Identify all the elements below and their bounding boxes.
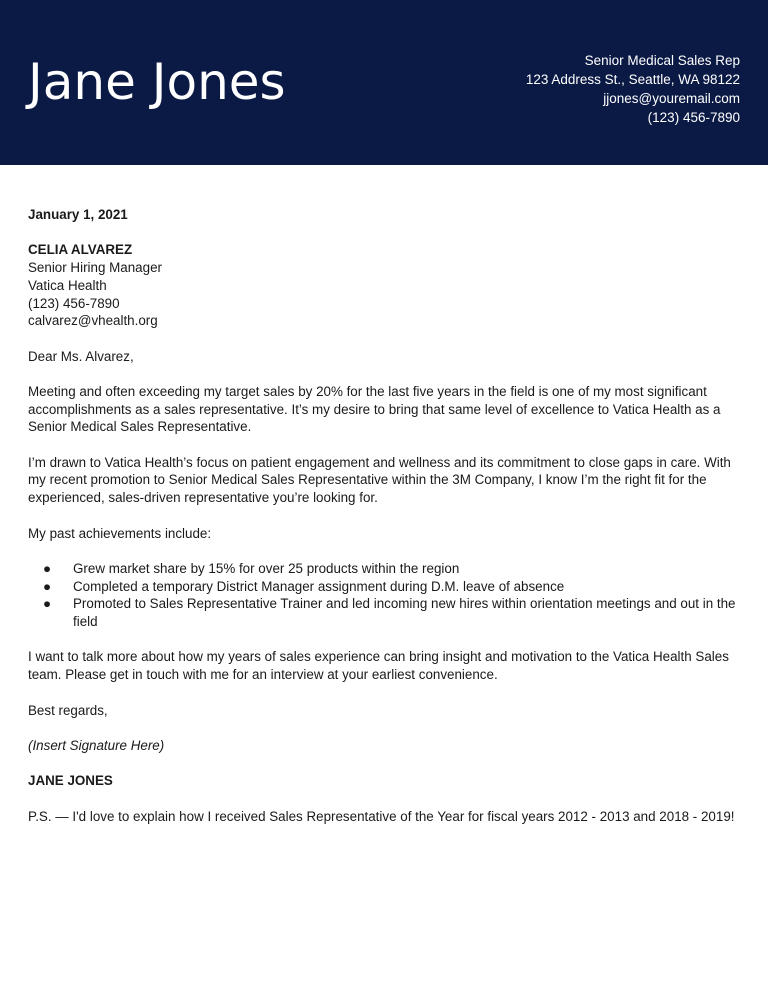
applicant-name: Jane Jones	[28, 53, 286, 111]
paragraph-call-to-action: I want to talk more about how my years of sales experience can bring insight and motivation to the Vatica Health Sales team. Please get in touch with me for an interview at your earliest convenience.	[28, 649, 729, 683]
bullet-icon: ●	[43, 596, 52, 612]
list-item	[28, 560, 744, 578]
paragraph-intro: Meeting and often exceeding my target sales by 20% for the last five years in the field is one of my most significant accomplishments as a sales representative. It’s my desire to bring that same level of excellence to Vatica Health as a Senior Medical Sales Representative.	[28, 383, 721, 435]
postscript: P.S. — I'd love to explain how I received Sales Representative of the Year for fiscal years 2012 - 2013 and 2018 - 2019!	[28, 808, 735, 824]
phone: (123) 456-7890	[647, 110, 740, 125]
recipient-block	[28, 241, 744, 330]
paragraph-motivation: I’m drawn to Vatica Health’s focus on patient engagement and wellness and its commitment to close gaps in care. With my recent promotion to Senior Medical Sales Representative within the 3M Company, I know I’m the right fit for the experienced, sales-driven representative you’re looking for.	[28, 454, 731, 506]
job-title: Senior Medical Sales Rep	[584, 53, 740, 68]
signature-placeholder: (Insert Signature Here)	[28, 737, 165, 753]
list-item	[28, 595, 744, 630]
achievements-intro: My past achievements include:	[28, 525, 212, 541]
achievement-text: Grew market share by 15% for over 25 products within the region	[73, 560, 460, 576]
header-banner	[0, 0, 768, 165]
recipient-phone: (123) 456-7890	[28, 295, 120, 311]
list-item	[28, 578, 744, 596]
recipient-name: CELIA ALVAREZ	[28, 242, 133, 258]
achievement-text: Completed a temporary District Manager assignment during D.M. leave of absence	[73, 578, 565, 594]
letter-date: January 1, 2021	[28, 207, 128, 222]
recipient-company: Vatica Health	[28, 277, 107, 293]
achievement-text: Promoted to Sales Representative Trainer and led incoming new hires within orientation meetings and out in the field	[73, 596, 736, 630]
bullet-icon: ●	[43, 560, 52, 576]
contact-info	[526, 51, 740, 127]
letter-body	[28, 206, 744, 843]
recipient-title: Senior Hiring Manager	[28, 260, 162, 276]
closing: Best regards,	[28, 702, 108, 718]
address: 123 Address St., Seattle, WA 98122	[525, 72, 740, 87]
achievements-list	[28, 560, 744, 631]
salutation: Dear Ms. Alvarez,	[28, 348, 134, 364]
bullet-icon: ●	[43, 578, 52, 594]
recipient-email: calvarez@vhealth.org	[28, 313, 158, 329]
email: jjones@youremail.com	[603, 91, 740, 106]
signoff-name: JANE JONES	[28, 773, 113, 789]
